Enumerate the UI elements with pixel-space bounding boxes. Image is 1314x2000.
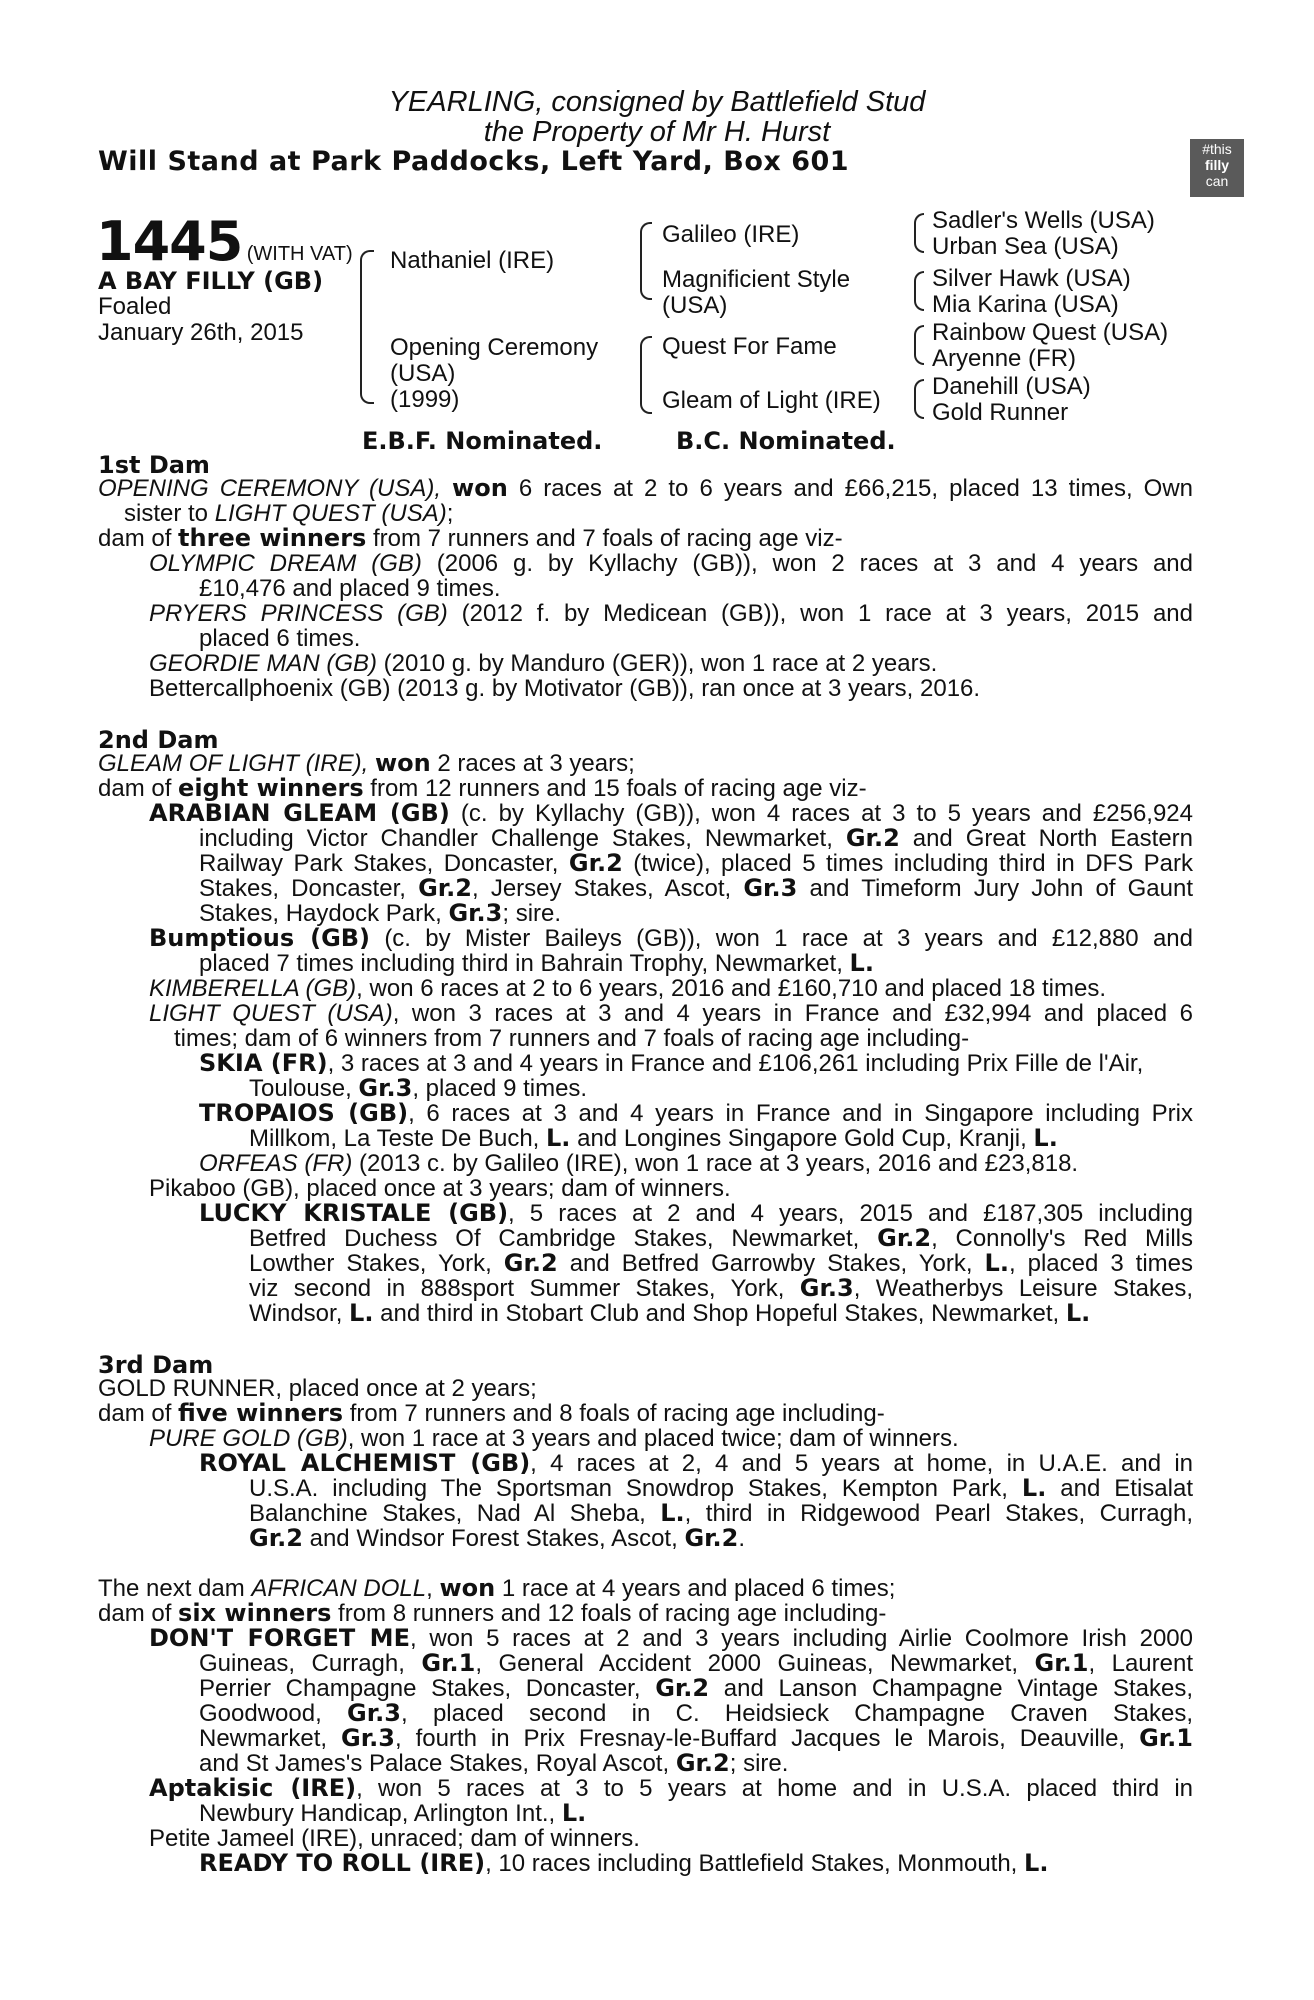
first-dam-line: placed 6 times. [199, 625, 361, 652]
second-dam-line: SKIA (FR), 3 races at 3 and 4 years in France and £106,261 including Prix Fille de l'Air, [199, 1049, 1144, 1077]
second-dam-line: Stakes, Doncaster, Gr.2, Jersey Stakes, Ascot, Gr.3 and Timeform Jury John of Gaunt [199, 874, 1194, 902]
foaled-date: January 26th, 2015 [98, 319, 304, 346]
second-dam-line: Railway Park Stakes, Doncaster, Gr.2 (twice), placed 5 times including third in DFS Park [199, 849, 1194, 877]
pedigree-bracket-2b [640, 336, 652, 414]
hashtag-logo [1190, 139, 1244, 197]
sire-dam-line2: (USA) [662, 292, 728, 319]
fourth-dam-line: Newbury Handicap, Arlington Int., L. [199, 1799, 587, 1827]
second-dam-line: Stakes, Haydock Park, Gr.3; sire. [199, 899, 562, 927]
second-dam-line: LUCKY KRISTALE (GB), 5 races at 2 and 4 years, 2015 and £187,305 including [199, 1199, 1193, 1227]
first-dam-line: GEORDIE MAN (GB) (2010 g. by Manduro (GER)), won 1 race at 2 years. [149, 650, 938, 677]
third-dam-heading: 3rd Dam [98, 1351, 214, 1379]
badge-line-2: filly [1204, 157, 1230, 173]
fourth-dam-line: Guineas, Curragh, Gr.1, General Accident 2000 Guineas, Newmarket, Gr.1, Laurent [199, 1649, 1194, 1677]
third-dam-line: U.S.A. including The Sportsman Snowdrop Stakes, Kempton Park, L. and Etisalat [249, 1474, 1193, 1502]
first-dam-line: PRYERS PRINCESS (GB) (2012 f. by Medicean (GB)), won 1 race at 3 years, 2015 and [149, 600, 1193, 627]
third-dam-line: ROYAL ALCHEMIST (GB), 4 races at 2, 4 and 5 years at home, in U.A.E. and in [199, 1449, 1194, 1477]
second-dam-line: dam of eight winners from 12 runners and 15 foals of racing age viz- [98, 774, 867, 802]
fourth-dam-line: Aptakisic (IRE), won 5 races at 3 to 5 years at home and in U.S.A. placed third in [149, 1774, 1194, 1802]
second-dam-line: placed 7 times including third in Bahrain Trophy, Newmarket, L. [199, 949, 874, 977]
second-dam-line: Pikaboo (GB), placed once at 3 years; dam of winners. [149, 1175, 731, 1202]
pedigree-bracket-3c [914, 325, 924, 365]
first-dam-line: £10,476 and placed 9 times. [199, 575, 501, 602]
sire-sire: Galileo (IRE) [662, 221, 800, 248]
second-dam-line: including Victor Chandler Challenge Stakes, Newmarket, Gr.2 and Great North Eastern [199, 824, 1194, 852]
second-dam-line: TROPAIOS (GB), 6 races at 3 and 4 years in France and in Singapore including Prix [199, 1099, 1193, 1127]
fourth-dam-line: The next dam AFRICAN DOLL, won 1 race at 4 years and placed 6 times; [98, 1574, 896, 1602]
second-dam-line: Lowther Stakes, York, Gr.2 and Betfred Garrowby Stakes, York, L., placed 3 times [249, 1249, 1194, 1277]
fourth-dam-line: dam of six winners from 8 runners and 12 foals of racing age including- [98, 1599, 887, 1627]
fourth-dam-line: Perrier Champagne Stakes, Doncaster, Gr.2 and Lanson Champagne Vintage Stakes, [199, 1674, 1193, 1702]
bc-nominated: B.C. Nominated. [676, 427, 896, 455]
second-dam-line: ORFEAS (FR) (2013 c. by Galileo (IRE), won 1 race at 3 years, 2016 and £23,818. [199, 1150, 1079, 1177]
property-line: the Property of Mr H. Hurst [483, 116, 831, 148]
second-dam-line: GLEAM OF LIGHT (IRE), won 2 races at 3 years; [98, 749, 635, 777]
lot-title: A BAY FILLY (GB) [98, 267, 324, 295]
second-dam-line: LIGHT QUEST (USA), won 3 races at 3 and 4 years in France and £32,994 and placed 6 [149, 1000, 1193, 1027]
sire-name: Nathaniel (IRE) [390, 247, 555, 274]
consignment-line: YEARLING, consigned by Battlefield Stud [388, 86, 926, 118]
third-dam-line: PURE GOLD (GB), won 1 race at 3 years and placed twice; dam of winners. [149, 1425, 959, 1452]
pedigree-bracket-3a [914, 213, 924, 253]
pedigree-bracket-2a [640, 222, 652, 300]
third-dam-line: Balanchine Stakes, Nad Al Sheba, L., third in Ridgewood Pearl Stakes, Curragh, [249, 1499, 1193, 1527]
ped-dds: Danehill (USA) [932, 373, 1091, 400]
fourth-dam-line: and St James's Palace Stakes, Royal Ascot, Gr.2; sire. [199, 1749, 789, 1777]
second-dam-line: KIMBERELLA (GB), won 6 races at 2 to 6 years, 2016 and £160,710 and placed 18 times. [149, 975, 1107, 1002]
second-dam-line: Bumptious (GB) (c. by Mister Baileys (GB)), won 1 race at 3 years and £12,880 and [149, 924, 1193, 952]
first-dam-line: dam of three winners from 7 runners and 7 foals of racing age viz- [98, 524, 843, 552]
first-dam-line: Bettercallphoenix (GB) (2013 g. by Motivator (GB)), ran once at 3 years, 2016. [149, 675, 981, 702]
stand-location: Will Stand at Park Paddocks, Left Yard, Box 601 [98, 146, 850, 177]
vat-note: (WITH VAT) [246, 243, 353, 265]
fourth-dam-line: Newmarket, Gr.3, fourth in Prix Fresnay-le-Buffard Jacques le Marois, Deauville, Gr.1 [199, 1724, 1193, 1752]
third-dam-line: Gr.2 and Windsor Forest Stakes, Ascot, Gr.2. [249, 1524, 746, 1552]
second-dam-line: times; dam of 6 winners from 7 runners and 7 foals of racing age including- [174, 1025, 970, 1052]
first-dam-line: sister to LIGHT QUEST (USA); [124, 500, 454, 527]
lot-number: 1445 [96, 210, 243, 273]
ebf-nominated: E.B.F. Nominated. [362, 427, 603, 455]
dam-sire: Quest For Fame [662, 333, 837, 360]
second-dam-heading: 2nd Dam [98, 726, 219, 754]
second-dam-line: Windsor, L. and third in Stobart Club and Shop Hopeful Stakes, Newmarket, L. [249, 1299, 1091, 1327]
ped-dsd: Aryenne (FR) [932, 345, 1077, 372]
fourth-dam-line: Goodwood, Gr.3, placed second in C. Heidsieck Champagne Craven Stakes, [199, 1699, 1193, 1727]
fourth-dam-line: READY TO ROLL (IRE), 10 races including Battlefield Stakes, Monmouth, L. [199, 1849, 1049, 1877]
second-dam-line: Toulouse, Gr.3, placed 9 times. [249, 1074, 588, 1102]
third-dam-line: dam of five winners from 7 runners and 8 foals of racing age including- [98, 1399, 885, 1427]
fourth-dam-line: DON'T FORGET ME, won 5 races at 2 and 3 years including Airlie Coolmore Irish 2000 [149, 1624, 1193, 1652]
badge-line-3: can [1205, 173, 1229, 189]
first-dam-line: OPENING CEREMONY (USA), won 6 races at 2 to 6 years and £66,215, placed 13 times, Own [98, 474, 1193, 502]
ped-sdd: Mia Karina (USA) [932, 291, 1119, 318]
dam-birth-year: (1999) [390, 386, 460, 413]
sire-dam-line1: Magnificient Style [662, 266, 851, 293]
foaled-label: Foaled [98, 293, 172, 320]
fourth-dam-line: Petite Jameel (IRE), unraced; dam of winners. [149, 1825, 640, 1852]
second-dam-line: Betfred Duchess Of Cambridge Stakes, Newmarket, Gr.2, Connolly's Red Mills [249, 1224, 1193, 1252]
third-dam-line: GOLD RUNNER, placed once at 2 years; [98, 1375, 537, 1402]
ped-dss: Rainbow Quest (USA) [932, 319, 1169, 346]
second-dam-line: viz second in 888sport Summer Stakes, York, Gr.3, Weatherbys Leisure Stakes, [249, 1274, 1193, 1302]
ped-sss: Sadler's Wells (USA) [932, 207, 1155, 234]
ped-ssd: Urban Sea (USA) [932, 233, 1119, 260]
badge-line-1: #this [1202, 141, 1232, 157]
first-dam-heading: 1st Dam [98, 451, 210, 479]
second-dam-line: Millkom, La Teste De Buch, L. and Longines Singapore Gold Cup, Kranji, L. [249, 1124, 1058, 1152]
dam-name-line2: (USA) [390, 360, 456, 387]
first-dam-line: OLYMPIC DREAM (GB) (2006 g. by Kyllachy (GB)), won 2 races at 3 and 4 years and [149, 550, 1193, 577]
dam-name-line1: Opening Ceremony [390, 334, 599, 361]
pedigree-bracket-3d [914, 379, 924, 419]
pedigree-bracket-1 [360, 250, 374, 404]
ped-ddd: Gold Runner [932, 399, 1069, 426]
second-dam-line: ARABIAN GLEAM (GB) (c. by Kyllachy (GB)), won 4 races at 3 to 5 years and £256,924 [149, 799, 1194, 827]
pedigree-bracket-3b [914, 271, 924, 311]
dam-dam: Gleam of Light (IRE) [662, 387, 881, 414]
lot-heading [96, 210, 353, 273]
ped-sds: Silver Hawk (USA) [932, 265, 1131, 292]
